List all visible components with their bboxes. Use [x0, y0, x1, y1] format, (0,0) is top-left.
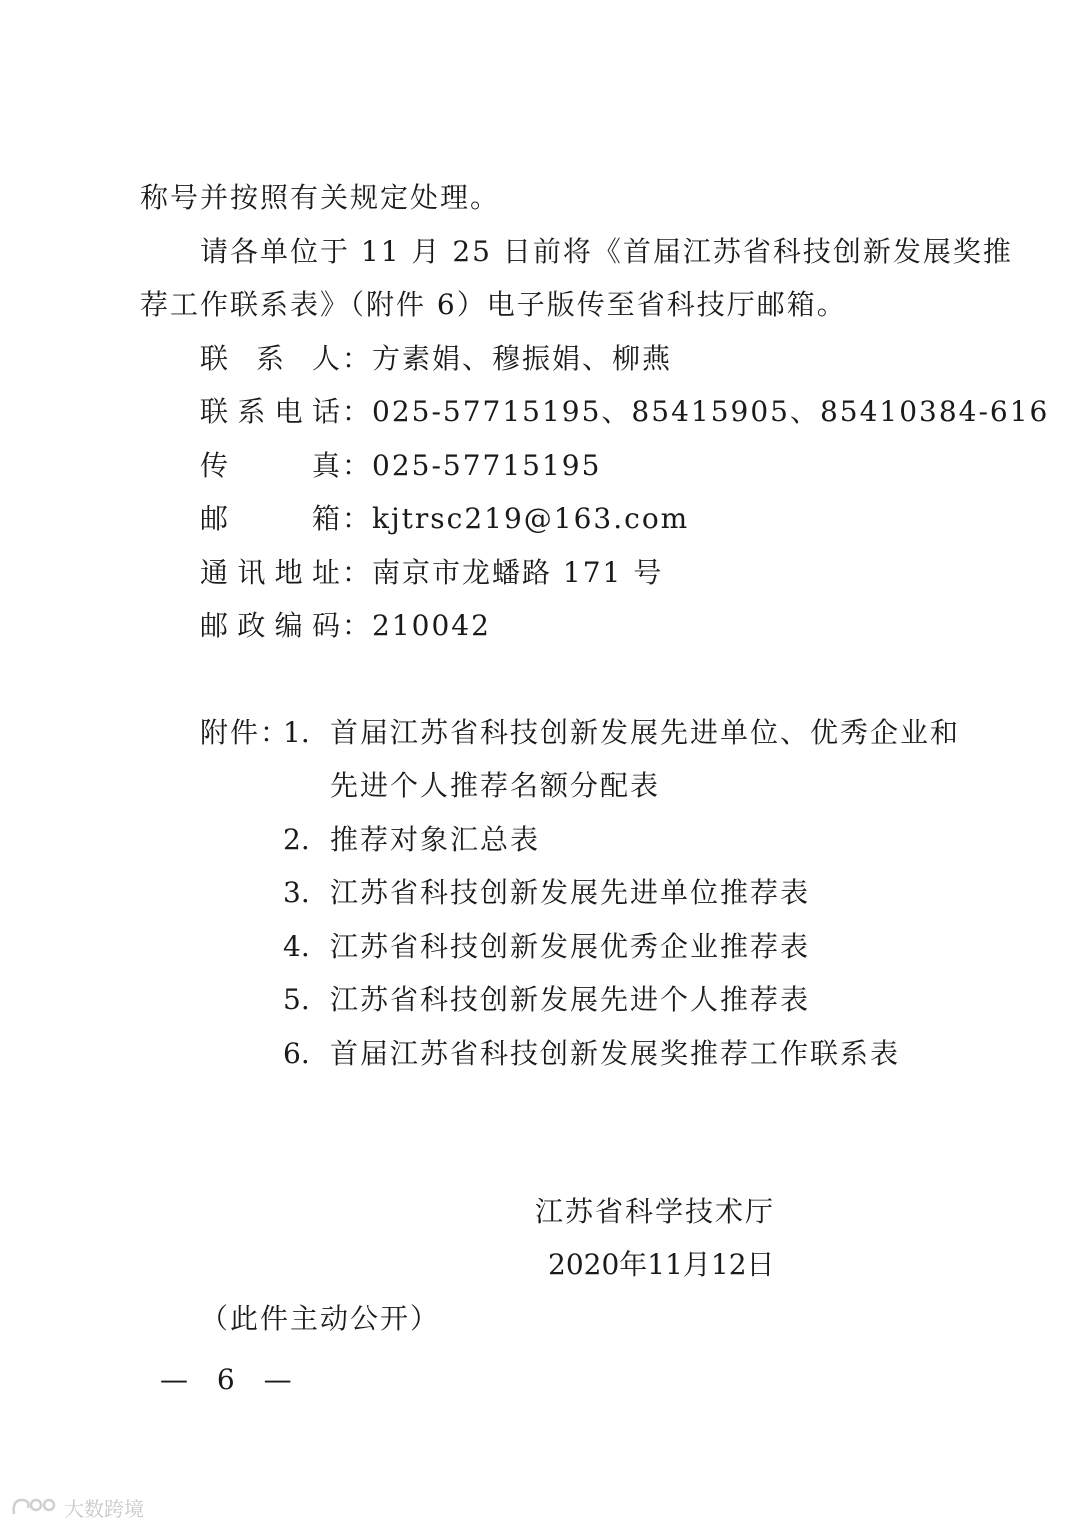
attachment-title-continued: 先进个人推荐名额分配表	[330, 769, 661, 802]
contact-colon: ：	[342, 342, 373, 375]
contact-label: 通讯地址	[200, 556, 342, 589]
contact-label: 传真	[200, 449, 342, 482]
watermark-logo-icon	[10, 1496, 58, 1518]
attachment-number: 1.	[283, 716, 310, 749]
attachment-number: 6.	[283, 1037, 310, 1070]
contact-address-row	[200, 553, 663, 593]
contact-value: 南京市龙蟠路 171 号	[372, 556, 664, 589]
attachment-title: 首届江苏省科技创新发展先进单位、优秀企业和	[330, 716, 961, 749]
paragraph-line: 称号并按照有关规定处理。	[140, 181, 501, 214]
disclosure-note: （此件主动公开）	[200, 1302, 441, 1335]
contact-value: 025-57715195、85415905、85410384-616	[372, 395, 1050, 428]
paragraph-line: 请各单位于 11 月 25 日前将《首届江苏省科技创新发展奖推	[200, 235, 1013, 268]
watermark-text: 大数跨境	[64, 1496, 144, 1521]
attachment-title: 江苏省科技创新发展先进个人推荐表	[330, 983, 811, 1016]
contact-value: 210042	[372, 609, 491, 642]
signature-date: 2020年11月12日	[548, 1248, 775, 1281]
contact-postcode-row	[200, 606, 491, 646]
contact-email-row	[200, 499, 689, 539]
contact-label: 邮政编码	[200, 609, 342, 642]
paragraph-line: 荐工作联系表》（附件 6）电子版传至省科技厅邮箱。	[140, 288, 847, 321]
attachment-title: 江苏省科技创新发展优秀企业推荐表	[330, 930, 811, 963]
contact-colon: ：	[342, 502, 373, 535]
attachment-title: 江苏省科技创新发展先进单位推荐表	[330, 876, 811, 909]
watermark	[10, 1493, 144, 1521]
contact-phone-row	[200, 392, 1049, 432]
attachment-number: 2.	[283, 823, 310, 856]
attachment-title: 首届江苏省科技创新发展奖推荐工作联系表	[330, 1037, 901, 1070]
contact-colon: ：	[342, 556, 373, 589]
contact-value: 方素娟、穆振娟、柳燕	[372, 342, 673, 375]
contact-colon: ：	[342, 395, 373, 428]
attachment-title: 推荐对象汇总表	[330, 823, 541, 856]
attachment-number: 5.	[283, 983, 310, 1016]
attachment-number: 4.	[283, 930, 310, 963]
contact-value: kjtrsc219@163.com	[372, 502, 690, 535]
contact-label: 联系电话	[200, 395, 342, 428]
attachment-number: 3.	[283, 876, 310, 909]
contact-colon: ：	[342, 609, 373, 642]
contact-label: 联系人	[200, 342, 342, 375]
contact-value: 025-57715195	[372, 449, 602, 482]
contact-colon: ：	[342, 449, 373, 482]
signature-organization: 江苏省科学技术厅	[535, 1195, 776, 1228]
contact-person-row	[200, 339, 672, 379]
page-number: — 6 —	[160, 1363, 302, 1396]
attachments-label: 附件：	[200, 716, 291, 749]
contact-label: 邮箱	[200, 502, 342, 535]
contact-fax-row	[200, 446, 601, 486]
